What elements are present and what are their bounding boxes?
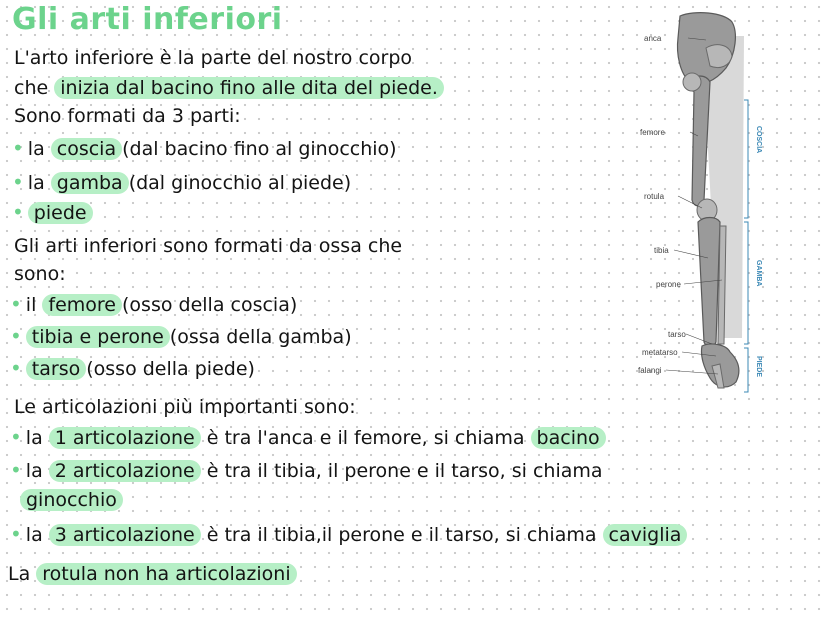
joint-highlight: 3 articolazione — [49, 524, 201, 546]
bullet-icon: • — [10, 356, 22, 380]
joints-intro: Le articolazioni più importanti sono: — [14, 396, 356, 418]
part-post: (dal bacino fino al ginocchio) — [122, 138, 397, 160]
joint-item-2 — [10, 458, 603, 483]
bullet-icon: • — [10, 292, 22, 316]
bone-highlight: tibia e perone — [26, 326, 170, 348]
bullet-icon: • — [10, 425, 22, 449]
bullet-icon: • — [10, 458, 22, 482]
final-highlight: rotula non ha articolazioni — [36, 563, 296, 585]
joint-highlight: 2 articolazione — [49, 460, 201, 482]
joint-item-2-name — [20, 488, 123, 512]
joint-name: bacino — [531, 427, 606, 449]
part-item-gamba — [12, 170, 351, 195]
section-gamba: GAMBA — [755, 260, 762, 287]
bones-intro-line-2: sono: — [14, 263, 66, 285]
bone-post: (osso della coscia) — [122, 294, 298, 316]
part-highlight: piede — [28, 202, 93, 224]
label-tarso: tarso — [668, 330, 686, 339]
label-femore: femore — [640, 128, 665, 137]
bullet-icon: • — [12, 136, 24, 160]
part-post: (dal ginocchio al piede) — [128, 172, 352, 194]
part-item-coscia — [12, 136, 397, 161]
joint-name: caviglia — [603, 524, 688, 546]
final-note — [8, 562, 297, 586]
bone-post: (ossa della gamba) — [169, 326, 352, 348]
bone-item-femore — [10, 292, 297, 317]
bone-pre: il — [25, 294, 43, 316]
section-coscia: COSCIA — [755, 126, 762, 154]
bone-highlight: tarso — [26, 358, 86, 380]
label-metatarso: metatarso — [642, 348, 678, 357]
joint-text: è tra il tibia, il perone e il tarso, si chiama — [200, 460, 603, 482]
final-pre: La — [8, 563, 37, 585]
bones-intro-line-1: Gli arti inferiori sono formati da ossa che — [14, 235, 403, 257]
leg-drawing — [678, 13, 745, 388]
intro-line-3: Sono formati da 3 parti: — [14, 105, 241, 127]
bone-post: (osso della piede) — [86, 358, 255, 380]
intro-line-2-text: che — [14, 77, 55, 99]
label-tibia: tibia — [654, 246, 669, 255]
section-piede: PIEDE — [755, 356, 762, 378]
intro-line-1: L'arto inferiore è la parte del nostro corpo — [14, 47, 413, 69]
part-item-piede — [12, 200, 93, 225]
label-anca: anca — [644, 34, 662, 43]
part-pre: la — [27, 138, 51, 160]
label-falangi: falangi — [638, 366, 662, 375]
bullet-icon: • — [12, 170, 24, 194]
bullet-icon: • — [10, 324, 22, 348]
joint-pre: la — [25, 460, 49, 482]
bone-item-tarso — [10, 356, 255, 381]
label-rotula: rotula — [644, 192, 665, 201]
part-highlight: gamba — [51, 172, 129, 194]
bone-highlight: femore — [42, 294, 122, 316]
leg-skeleton-illustration — [632, 8, 824, 400]
joint-item-3 — [10, 522, 687, 547]
joint-item-1 — [10, 425, 606, 450]
joint-text: è tra l'anca e il femore, si chiama — [200, 427, 531, 449]
intro-line-2 — [14, 76, 444, 100]
joint-text: è tra il tibia,il perone e il tarso, si chiama — [200, 524, 603, 546]
bone-item-tibia — [10, 324, 352, 349]
joint-name: ginocchio — [20, 489, 123, 511]
part-pre: la — [27, 172, 51, 194]
joint-pre: la — [25, 524, 49, 546]
joint-pre: la — [25, 427, 49, 449]
joint-highlight: 1 articolazione — [49, 427, 201, 449]
label-perone: perone — [656, 280, 681, 289]
bullet-icon: • — [12, 200, 24, 224]
page-title: Gli arti inferiori — [12, 2, 283, 37]
intro-highlight: inizia dal bacino fino alle dita del piede. — [54, 77, 444, 99]
bullet-icon: • — [10, 522, 22, 546]
part-highlight: coscia — [51, 138, 122, 160]
